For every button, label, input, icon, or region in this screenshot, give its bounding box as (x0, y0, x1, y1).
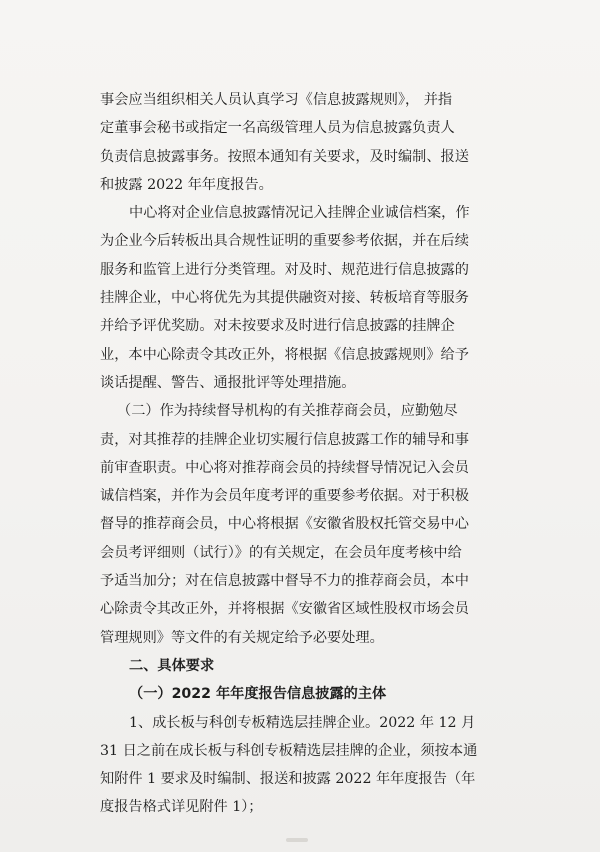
subsection-heading: （一）2022 年年度报告信息披露的主体 (129, 686, 387, 703)
text-line: 服务和监管上进行分类管理。对及时、规范进行信息披露的 (100, 261, 469, 278)
text-line: 责，对其推荐的挂牌企业切实履行信息披露工作的辅导和事 (100, 431, 469, 448)
text-line: 为企业今后转板出具合规性证明的重要参考依据，并在后续 (100, 233, 469, 250)
document-body (100, 86, 524, 822)
text-line: 予适当加分；对在信息披露中督导不力的推荐商会员，本中 (100, 573, 469, 590)
text-line: 会员考评细则（试行）》的有关规定，在会员年度考核中给 (100, 544, 462, 561)
text-line: 诚信档案，并作为会员年度考评的重要参考依据。对于积极 (100, 488, 469, 505)
section-heading: 二、具体要求 (129, 657, 215, 674)
text-line: 负责信息披露事务。按照本通知有关要求，及时编制、报送 (100, 148, 469, 165)
text-line: 管理规则》等文件的有关规定给予必要处理。 (100, 629, 384, 646)
text-line: 督导的推荐商会员，中心将根据《安徽省股权托管交易中心 (100, 516, 469, 533)
text-line: 挂牌企业，中心将优先为其提供融资对接、转板培育等服务 (100, 290, 469, 307)
text-line: 和披露 2022 年年度报告。 (100, 176, 273, 193)
paragraph-first-line: 中心将对企业信息披露情况记入挂牌企业诚信档案，作 (129, 205, 470, 222)
text-line: 知附件 1 要求及时编制、报送和披露 2022 年年度报告（年 (100, 771, 476, 788)
scan-artifact (286, 838, 308, 842)
text-line: 定董事会秘书或指定一名高级管理人员为信息披露负责人 (100, 120, 455, 137)
text-line: 度报告格式详见附件 1）； (100, 799, 263, 816)
text-line: 谈话提醒、警告、通报批评等处理措施。 (100, 374, 356, 391)
text-line: 事会应当组织相关人员认真学习《信息披露规则》， 并指 (100, 92, 453, 108)
paragraph-first-line: 1、成长板与科创专板精选层挂牌企业。2022 年 12 月 (129, 714, 476, 731)
paragraph-first-line: （二）作为持续督导机构的有关推荐商会员，应勤勉尽 (117, 403, 458, 420)
text-line: 心除责令其改正外，并将根据《安徽省区域性股权市场会员 (100, 601, 469, 618)
text-line: 业，本中心除责令其改正外，将根据《信息披露规则》给予 (100, 346, 469, 363)
text-line: 31 日之前在成长板与科创专板精选层挂牌的企业，须按本通 (100, 742, 478, 759)
text-line: 并给予评优奖励。对未按要求及时进行信息披露的挂牌企 (100, 318, 455, 335)
text-line: 前审查职责。中心将对推荐商会员的持续督导情况记入会员 (100, 459, 469, 476)
